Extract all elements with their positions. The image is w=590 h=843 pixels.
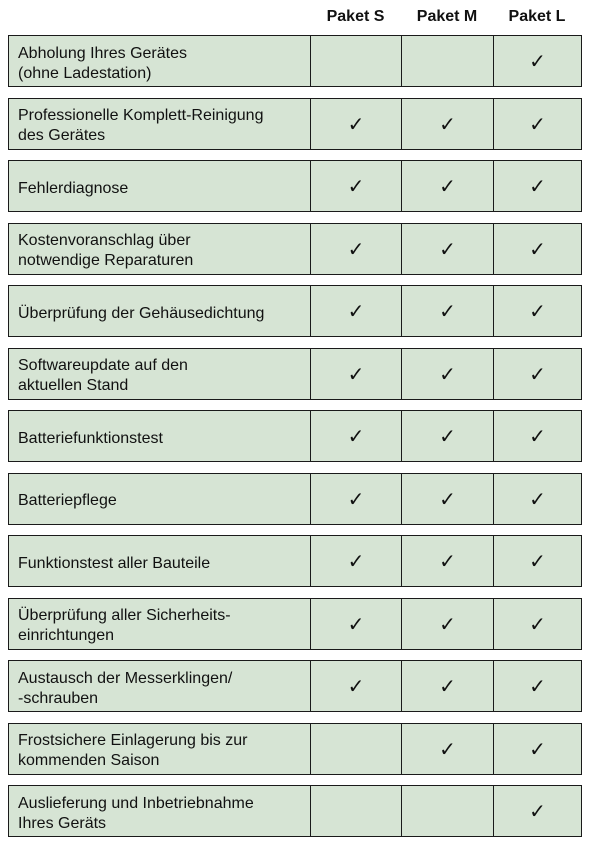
table-row: [8, 285, 582, 337]
checkmark-icon: ✓: [402, 349, 494, 399]
checkmark-icon: ✓: [311, 161, 402, 211]
service-label: Überprüfung aller Sicherheits- einrichtungen: [9, 599, 311, 649]
service-label: Abholung Ihres Gerätes (ohne Ladestation): [9, 36, 311, 86]
checkmark-icon: ✓: [402, 224, 494, 274]
header-paket-m: Paket M: [416, 8, 478, 25]
table-row: [8, 535, 582, 587]
package-header: [0, 5, 590, 29]
table-row: [8, 410, 582, 462]
checkmark-icon: ✓: [311, 411, 402, 461]
checkmark-icon: ✓: [402, 286, 494, 336]
table-row: [8, 723, 582, 775]
checkmark-icon: ✓: [529, 486, 546, 511]
header-paket-s: Paket S: [326, 8, 385, 25]
checkmark-icon: ✓: [529, 361, 546, 386]
table-row: [8, 223, 582, 275]
table-row: [8, 160, 582, 212]
empty-cell: [311, 786, 402, 836]
checkmark-icon: ✓: [311, 474, 402, 524]
service-label: Kostenvoranschlag über notwendige Reparaturen: [9, 224, 311, 274]
checkmark-icon: ✓: [529, 299, 546, 323]
checkmark-icon: ✓: [311, 286, 402, 336]
service-label: Auslieferung und Inbetriebnahme Ihres Geräts: [9, 786, 311, 836]
checkmark-icon: ✓: [402, 599, 494, 649]
empty-cell: [402, 36, 494, 86]
checkmark-icon: ✓: [529, 49, 546, 73]
service-label: Fehlerdiagnose: [9, 161, 311, 211]
checkmark-icon: ✓: [529, 236, 546, 261]
checkmark-icon: ✓: [311, 99, 402, 149]
checkmark-icon: ✓: [311, 661, 402, 711]
checkmark-icon: ✓: [311, 224, 402, 274]
checkmark-icon: ✓: [529, 174, 546, 198]
checkmark-icon: ✓: [529, 799, 546, 823]
checkmark-icon: ✓: [529, 549, 546, 573]
checkmark-icon: ✓: [402, 724, 494, 774]
service-label: Softwareupdate auf den aktuellen Stand: [9, 349, 311, 399]
checkmark-icon: ✓: [529, 611, 546, 636]
checkmark-icon: ✓: [402, 99, 494, 149]
checkmark-icon: ✓: [529, 736, 546, 761]
empty-cell: [311, 36, 402, 86]
checkmark-icon: ✓: [402, 161, 494, 211]
checkmark-icon: ✓: [529, 111, 546, 136]
header-paket-l: Paket L: [508, 8, 566, 25]
service-label: Batteriefunktionstest: [9, 411, 311, 461]
checkmark-icon: ✓: [311, 599, 402, 649]
service-label: Überprüfung der Gehäusedichtung: [9, 286, 311, 336]
package-comparison-table: [8, 35, 582, 837]
table-row: [8, 35, 582, 87]
checkmark-icon: ✓: [402, 661, 494, 711]
table-row: [8, 785, 582, 837]
table-row: [8, 348, 582, 400]
checkmark-icon: ✓: [311, 536, 402, 586]
service-label: Professionelle Komplett-Reinigung des Gerätes: [9, 99, 311, 149]
table-row: [8, 660, 582, 712]
checkmark-icon: ✓: [402, 411, 494, 461]
table-row: [8, 598, 582, 650]
checkmark-icon: ✓: [311, 349, 402, 399]
empty-cell: [402, 786, 494, 836]
service-label: Funktionstest aller Bauteile: [9, 536, 311, 586]
checkmark-icon: ✓: [529, 424, 546, 448]
table-row: [8, 473, 582, 525]
service-label: Frostsichere Einlagerung bis zur kommenden Saison: [9, 724, 311, 774]
checkmark-icon: ✓: [529, 674, 546, 698]
table-row: [8, 98, 582, 150]
checkmark-icon: ✓: [402, 536, 494, 586]
checkmark-icon: ✓: [402, 474, 494, 524]
service-label: Austausch der Messerklingen/ -schrauben: [9, 661, 311, 711]
empty-cell: [311, 724, 402, 774]
service-label: Batteriepflege: [9, 474, 311, 524]
